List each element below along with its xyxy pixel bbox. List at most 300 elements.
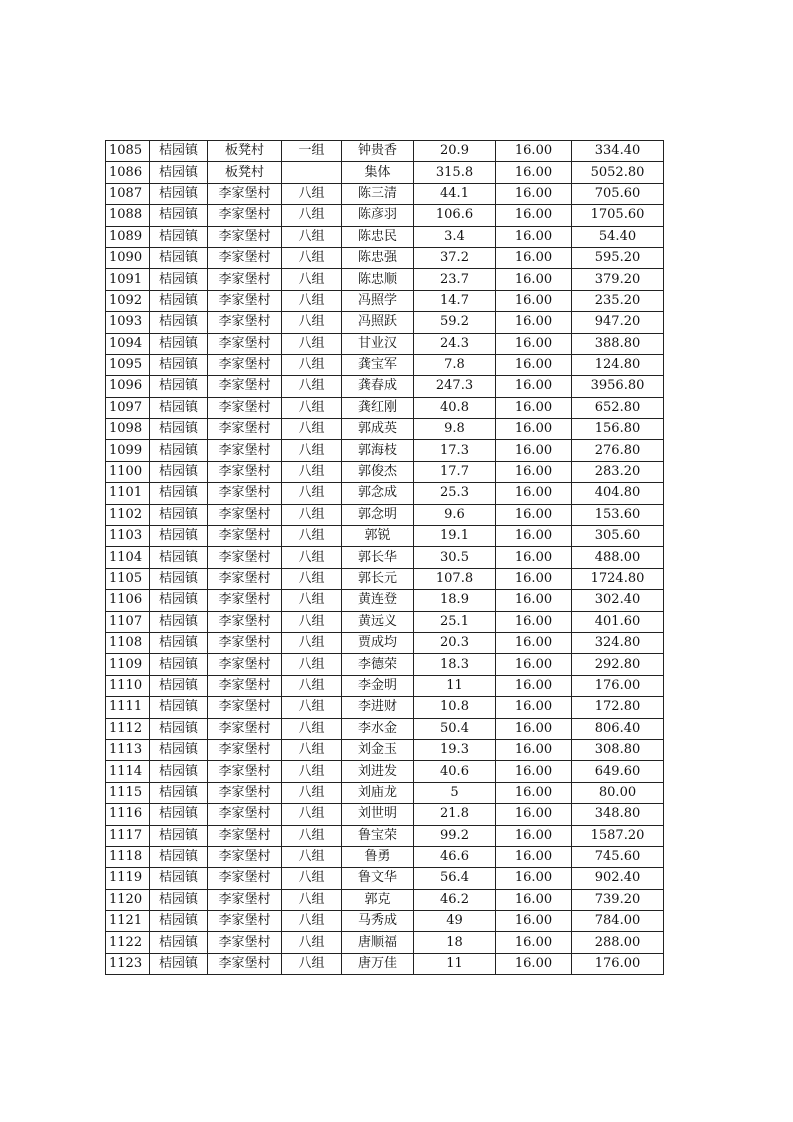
amount-cell: 156.80 — [572, 419, 664, 440]
group-cell: 八组 — [282, 846, 342, 867]
table-row — [106, 461, 664, 482]
group-cell: 八组 — [282, 290, 342, 311]
village-cell: 李家堡村 — [208, 846, 282, 867]
town-cell: 桔园镇 — [150, 953, 208, 974]
row-number: 1089 — [106, 226, 150, 247]
rate-cell: 16.00 — [496, 761, 572, 782]
area-cell: 11 — [414, 953, 496, 974]
rate-cell: 16.00 — [496, 247, 572, 268]
table-row — [106, 697, 664, 718]
row-number: 1105 — [106, 568, 150, 589]
rate-cell: 16.00 — [496, 141, 572, 162]
area-cell: 49 — [414, 911, 496, 932]
village-cell: 李家堡村 — [208, 632, 282, 653]
table-row — [106, 162, 664, 183]
table-row — [106, 226, 664, 247]
town-cell: 桔园镇 — [150, 846, 208, 867]
amount-cell: 302.40 — [572, 590, 664, 611]
amount-cell: 334.40 — [572, 141, 664, 162]
row-number: 1087 — [106, 183, 150, 204]
amount-cell: 488.00 — [572, 547, 664, 568]
name-cell: 陈忠强 — [342, 247, 414, 268]
table-row — [106, 611, 664, 632]
town-cell: 桔园镇 — [150, 483, 208, 504]
town-cell: 桔园镇 — [150, 226, 208, 247]
village-cell: 李家堡村 — [208, 568, 282, 589]
village-cell: 李家堡村 — [208, 953, 282, 974]
rate-cell: 16.00 — [496, 269, 572, 290]
table-row — [106, 354, 664, 375]
row-number: 1101 — [106, 483, 150, 504]
table-row — [106, 440, 664, 461]
town-cell: 桔园镇 — [150, 697, 208, 718]
group-cell: 八组 — [282, 547, 342, 568]
town-cell: 桔园镇 — [150, 354, 208, 375]
rate-cell: 16.00 — [496, 697, 572, 718]
table-row — [106, 269, 664, 290]
village-cell: 李家堡村 — [208, 547, 282, 568]
group-cell: 八组 — [282, 953, 342, 974]
group-cell: 八组 — [282, 440, 342, 461]
amount-cell: 176.00 — [572, 953, 664, 974]
amount-cell: 3956.80 — [572, 376, 664, 397]
area-cell: 107.8 — [414, 568, 496, 589]
group-cell: 八组 — [282, 825, 342, 846]
name-cell: 钟贵香 — [342, 141, 414, 162]
group-cell: 八组 — [282, 590, 342, 611]
name-cell: 黄连登 — [342, 590, 414, 611]
amount-cell: 54.40 — [572, 226, 664, 247]
name-cell: 贾成均 — [342, 632, 414, 653]
group-cell: 八组 — [282, 183, 342, 204]
group-cell: 八组 — [282, 675, 342, 696]
row-number: 1103 — [106, 526, 150, 547]
group-cell: 八组 — [282, 739, 342, 760]
area-cell: 18.9 — [414, 590, 496, 611]
rate-cell: 16.00 — [496, 205, 572, 226]
row-number: 1110 — [106, 675, 150, 696]
table-row — [106, 654, 664, 675]
town-cell: 桔园镇 — [150, 911, 208, 932]
town-cell: 桔园镇 — [150, 675, 208, 696]
row-number: 1109 — [106, 654, 150, 675]
table-body — [106, 141, 664, 975]
town-cell: 桔园镇 — [150, 247, 208, 268]
village-cell: 李家堡村 — [208, 419, 282, 440]
row-number: 1086 — [106, 162, 150, 183]
rate-cell: 16.00 — [496, 547, 572, 568]
table-row — [106, 953, 664, 974]
row-number: 1097 — [106, 397, 150, 418]
table-row — [106, 825, 664, 846]
village-cell: 板凳村 — [208, 162, 282, 183]
area-cell: 106.6 — [414, 205, 496, 226]
row-number: 1121 — [106, 911, 150, 932]
area-cell: 23.7 — [414, 269, 496, 290]
rate-cell: 16.00 — [496, 526, 572, 547]
amount-cell: 288.00 — [572, 932, 664, 953]
rate-cell: 16.00 — [496, 354, 572, 375]
area-cell: 10.8 — [414, 697, 496, 718]
town-cell: 桔园镇 — [150, 889, 208, 910]
group-cell: 八组 — [282, 782, 342, 803]
area-cell: 99.2 — [414, 825, 496, 846]
amount-cell: 806.40 — [572, 718, 664, 739]
group-cell: 八组 — [282, 483, 342, 504]
table-row — [106, 718, 664, 739]
rate-cell: 16.00 — [496, 440, 572, 461]
village-cell: 李家堡村 — [208, 354, 282, 375]
area-cell: 56.4 — [414, 868, 496, 889]
area-cell: 20.9 — [414, 141, 496, 162]
table-row — [106, 397, 664, 418]
group-cell: 八组 — [282, 568, 342, 589]
table-row — [106, 932, 664, 953]
town-cell: 桔园镇 — [150, 632, 208, 653]
group-cell: 八组 — [282, 333, 342, 354]
group-cell: 八组 — [282, 611, 342, 632]
name-cell: 李水金 — [342, 718, 414, 739]
rate-cell: 16.00 — [496, 611, 572, 632]
rate-cell: 16.00 — [496, 911, 572, 932]
village-cell: 李家堡村 — [208, 932, 282, 953]
name-cell: 郭念成 — [342, 483, 414, 504]
village-cell: 李家堡村 — [208, 590, 282, 611]
village-cell: 李家堡村 — [208, 397, 282, 418]
village-cell: 板凳村 — [208, 141, 282, 162]
row-number: 1113 — [106, 739, 150, 760]
area-cell: 5 — [414, 782, 496, 803]
group-cell: 八组 — [282, 226, 342, 247]
area-cell: 25.3 — [414, 483, 496, 504]
row-number: 1094 — [106, 333, 150, 354]
area-cell: 9.6 — [414, 504, 496, 525]
amount-cell: 652.80 — [572, 397, 664, 418]
row-number: 1092 — [106, 290, 150, 311]
village-cell: 李家堡村 — [208, 269, 282, 290]
village-cell: 李家堡村 — [208, 718, 282, 739]
amount-cell: 745.60 — [572, 846, 664, 867]
amount-cell: 124.80 — [572, 354, 664, 375]
group-cell: 八组 — [282, 804, 342, 825]
table-row — [106, 290, 664, 311]
amount-cell: 379.20 — [572, 269, 664, 290]
village-cell: 李家堡村 — [208, 247, 282, 268]
area-cell: 40.6 — [414, 761, 496, 782]
name-cell: 李进财 — [342, 697, 414, 718]
rate-cell: 16.00 — [496, 183, 572, 204]
rate-cell: 16.00 — [496, 675, 572, 696]
row-number: 1102 — [106, 504, 150, 525]
group-cell: 八组 — [282, 312, 342, 333]
row-number: 1085 — [106, 141, 150, 162]
amount-cell: 902.40 — [572, 868, 664, 889]
row-number: 1118 — [106, 846, 150, 867]
rate-cell: 16.00 — [496, 376, 572, 397]
amount-cell: 784.00 — [572, 911, 664, 932]
rate-cell: 16.00 — [496, 568, 572, 589]
amount-cell: 292.80 — [572, 654, 664, 675]
row-number: 1104 — [106, 547, 150, 568]
area-cell: 18.3 — [414, 654, 496, 675]
village-cell: 李家堡村 — [208, 440, 282, 461]
table-row — [106, 376, 664, 397]
village-cell: 李家堡村 — [208, 205, 282, 226]
town-cell: 桔园镇 — [150, 312, 208, 333]
town-cell: 桔园镇 — [150, 461, 208, 482]
table-row — [106, 739, 664, 760]
rate-cell: 16.00 — [496, 654, 572, 675]
town-cell: 桔园镇 — [150, 825, 208, 846]
amount-cell: 404.80 — [572, 483, 664, 504]
name-cell: 鲁宝荣 — [342, 825, 414, 846]
amount-cell: 649.60 — [572, 761, 664, 782]
town-cell: 桔园镇 — [150, 504, 208, 525]
name-cell: 郭海枝 — [342, 440, 414, 461]
rate-cell: 16.00 — [496, 590, 572, 611]
group-cell: 八组 — [282, 205, 342, 226]
rate-cell: 16.00 — [496, 804, 572, 825]
table-row — [106, 504, 664, 525]
table-row — [106, 483, 664, 504]
group-cell: 八组 — [282, 889, 342, 910]
area-cell: 30.5 — [414, 547, 496, 568]
village-cell: 李家堡村 — [208, 868, 282, 889]
area-cell: 17.3 — [414, 440, 496, 461]
area-cell: 19.3 — [414, 739, 496, 760]
village-cell: 李家堡村 — [208, 654, 282, 675]
town-cell: 桔园镇 — [150, 547, 208, 568]
rate-cell: 16.00 — [496, 226, 572, 247]
village-cell: 李家堡村 — [208, 312, 282, 333]
row-number: 1106 — [106, 590, 150, 611]
rate-cell: 16.00 — [496, 162, 572, 183]
rate-cell: 16.00 — [496, 290, 572, 311]
row-number: 1112 — [106, 718, 150, 739]
village-cell: 李家堡村 — [208, 761, 282, 782]
row-number: 1108 — [106, 632, 150, 653]
group-cell: 八组 — [282, 247, 342, 268]
name-cell: 郭长元 — [342, 568, 414, 589]
table-row — [106, 868, 664, 889]
table-row — [106, 911, 664, 932]
rate-cell: 16.00 — [496, 782, 572, 803]
amount-cell: 947.20 — [572, 312, 664, 333]
village-cell: 李家堡村 — [208, 376, 282, 397]
name-cell: 陈忠顺 — [342, 269, 414, 290]
row-number: 1100 — [106, 461, 150, 482]
amount-cell: 1724.80 — [572, 568, 664, 589]
group-cell: 一组 — [282, 141, 342, 162]
table-row — [106, 568, 664, 589]
town-cell: 桔园镇 — [150, 397, 208, 418]
rate-cell: 16.00 — [496, 461, 572, 482]
table-row — [106, 247, 664, 268]
table-row — [106, 183, 664, 204]
amount-cell: 401.60 — [572, 611, 664, 632]
row-number: 1123 — [106, 953, 150, 974]
row-number: 1116 — [106, 804, 150, 825]
row-number: 1114 — [106, 761, 150, 782]
name-cell: 郭长华 — [342, 547, 414, 568]
town-cell: 桔园镇 — [150, 183, 208, 204]
amount-cell: 176.00 — [572, 675, 664, 696]
name-cell: 郭成英 — [342, 419, 414, 440]
name-cell: 冯照学 — [342, 290, 414, 311]
group-cell: 八组 — [282, 419, 342, 440]
town-cell: 桔园镇 — [150, 932, 208, 953]
town-cell: 桔园镇 — [150, 205, 208, 226]
amount-cell: 235.20 — [572, 290, 664, 311]
town-cell: 桔园镇 — [150, 568, 208, 589]
group-cell: 八组 — [282, 697, 342, 718]
amount-cell: 705.60 — [572, 183, 664, 204]
table-row — [106, 419, 664, 440]
group-cell: 八组 — [282, 654, 342, 675]
area-cell: 315.8 — [414, 162, 496, 183]
group-cell — [282, 162, 342, 183]
row-number: 1088 — [106, 205, 150, 226]
amount-cell: 80.00 — [572, 782, 664, 803]
town-cell: 桔园镇 — [150, 141, 208, 162]
group-cell: 八组 — [282, 718, 342, 739]
amount-cell: 388.80 — [572, 333, 664, 354]
town-cell: 桔园镇 — [150, 376, 208, 397]
group-cell: 八组 — [282, 932, 342, 953]
name-cell: 唐万佳 — [342, 953, 414, 974]
row-number: 1119 — [106, 868, 150, 889]
area-cell: 21.8 — [414, 804, 496, 825]
rate-cell: 16.00 — [496, 333, 572, 354]
table-row — [106, 312, 664, 333]
group-cell: 八组 — [282, 504, 342, 525]
amount-cell: 153.60 — [572, 504, 664, 525]
name-cell: 郭俊杰 — [342, 461, 414, 482]
area-cell: 7.8 — [414, 354, 496, 375]
area-cell: 25.1 — [414, 611, 496, 632]
name-cell: 鲁文华 — [342, 868, 414, 889]
name-cell: 龚宝军 — [342, 354, 414, 375]
name-cell: 马秀成 — [342, 911, 414, 932]
name-cell: 龚春成 — [342, 376, 414, 397]
area-cell: 20.3 — [414, 632, 496, 653]
name-cell: 陈忠民 — [342, 226, 414, 247]
town-cell: 桔园镇 — [150, 162, 208, 183]
area-cell: 247.3 — [414, 376, 496, 397]
village-cell: 李家堡村 — [208, 911, 282, 932]
group-cell: 八组 — [282, 376, 342, 397]
amount-cell: 1705.60 — [572, 205, 664, 226]
amount-cell: 283.20 — [572, 461, 664, 482]
area-cell: 46.6 — [414, 846, 496, 867]
rate-cell: 16.00 — [496, 825, 572, 846]
name-cell: 李金明 — [342, 675, 414, 696]
name-cell: 刘金玉 — [342, 739, 414, 760]
rate-cell: 16.00 — [496, 868, 572, 889]
area-cell: 19.1 — [414, 526, 496, 547]
row-number: 1107 — [106, 611, 150, 632]
village-cell: 李家堡村 — [208, 333, 282, 354]
amount-cell: 1587.20 — [572, 825, 664, 846]
village-cell: 李家堡村 — [208, 526, 282, 547]
rate-cell: 16.00 — [496, 419, 572, 440]
area-cell: 18 — [414, 932, 496, 953]
area-cell: 9.8 — [414, 419, 496, 440]
table-row — [106, 590, 664, 611]
name-cell: 刘进发 — [342, 761, 414, 782]
amount-cell: 739.20 — [572, 889, 664, 910]
village-cell: 李家堡村 — [208, 675, 282, 696]
row-number: 1122 — [106, 932, 150, 953]
village-cell: 李家堡村 — [208, 483, 282, 504]
table-row — [106, 782, 664, 803]
area-cell: 17.7 — [414, 461, 496, 482]
rate-cell: 16.00 — [496, 889, 572, 910]
area-cell: 50.4 — [414, 718, 496, 739]
name-cell: 集体 — [342, 162, 414, 183]
town-cell: 桔园镇 — [150, 333, 208, 354]
group-cell: 八组 — [282, 269, 342, 290]
rate-cell: 16.00 — [496, 846, 572, 867]
amount-cell: 172.80 — [572, 697, 664, 718]
name-cell: 唐顺福 — [342, 932, 414, 953]
village-cell: 李家堡村 — [208, 461, 282, 482]
town-cell: 桔园镇 — [150, 269, 208, 290]
rate-cell: 16.00 — [496, 718, 572, 739]
town-cell: 桔园镇 — [150, 654, 208, 675]
village-cell: 李家堡村 — [208, 739, 282, 760]
town-cell: 桔园镇 — [150, 761, 208, 782]
table-row — [106, 205, 664, 226]
town-cell: 桔园镇 — [150, 718, 208, 739]
amount-cell: 348.80 — [572, 804, 664, 825]
village-cell: 李家堡村 — [208, 504, 282, 525]
area-cell: 46.2 — [414, 889, 496, 910]
town-cell: 桔园镇 — [150, 440, 208, 461]
area-cell: 59.2 — [414, 312, 496, 333]
group-cell: 八组 — [282, 761, 342, 782]
name-cell: 郭念明 — [342, 504, 414, 525]
row-number: 1115 — [106, 782, 150, 803]
name-cell: 李德荣 — [342, 654, 414, 675]
town-cell: 桔园镇 — [150, 739, 208, 760]
rate-cell: 16.00 — [496, 504, 572, 525]
name-cell: 刘庙龙 — [342, 782, 414, 803]
name-cell: 甘业汉 — [342, 333, 414, 354]
group-cell: 八组 — [282, 868, 342, 889]
row-number: 1111 — [106, 697, 150, 718]
row-number: 1120 — [106, 889, 150, 910]
village-cell: 李家堡村 — [208, 290, 282, 311]
village-cell: 李家堡村 — [208, 183, 282, 204]
name-cell: 陈彦羽 — [342, 205, 414, 226]
name-cell: 黄远义 — [342, 611, 414, 632]
area-cell: 14.7 — [414, 290, 496, 311]
amount-cell: 305.60 — [572, 526, 664, 547]
row-number: 1096 — [106, 376, 150, 397]
town-cell: 桔园镇 — [150, 782, 208, 803]
town-cell: 桔园镇 — [150, 290, 208, 311]
rate-cell: 16.00 — [496, 397, 572, 418]
rate-cell: 16.00 — [496, 739, 572, 760]
table-row — [106, 846, 664, 867]
name-cell: 郭锐 — [342, 526, 414, 547]
table-row — [106, 547, 664, 568]
rate-cell: 16.00 — [496, 953, 572, 974]
village-cell: 李家堡村 — [208, 782, 282, 803]
name-cell: 冯照跃 — [342, 312, 414, 333]
area-cell: 37.2 — [414, 247, 496, 268]
